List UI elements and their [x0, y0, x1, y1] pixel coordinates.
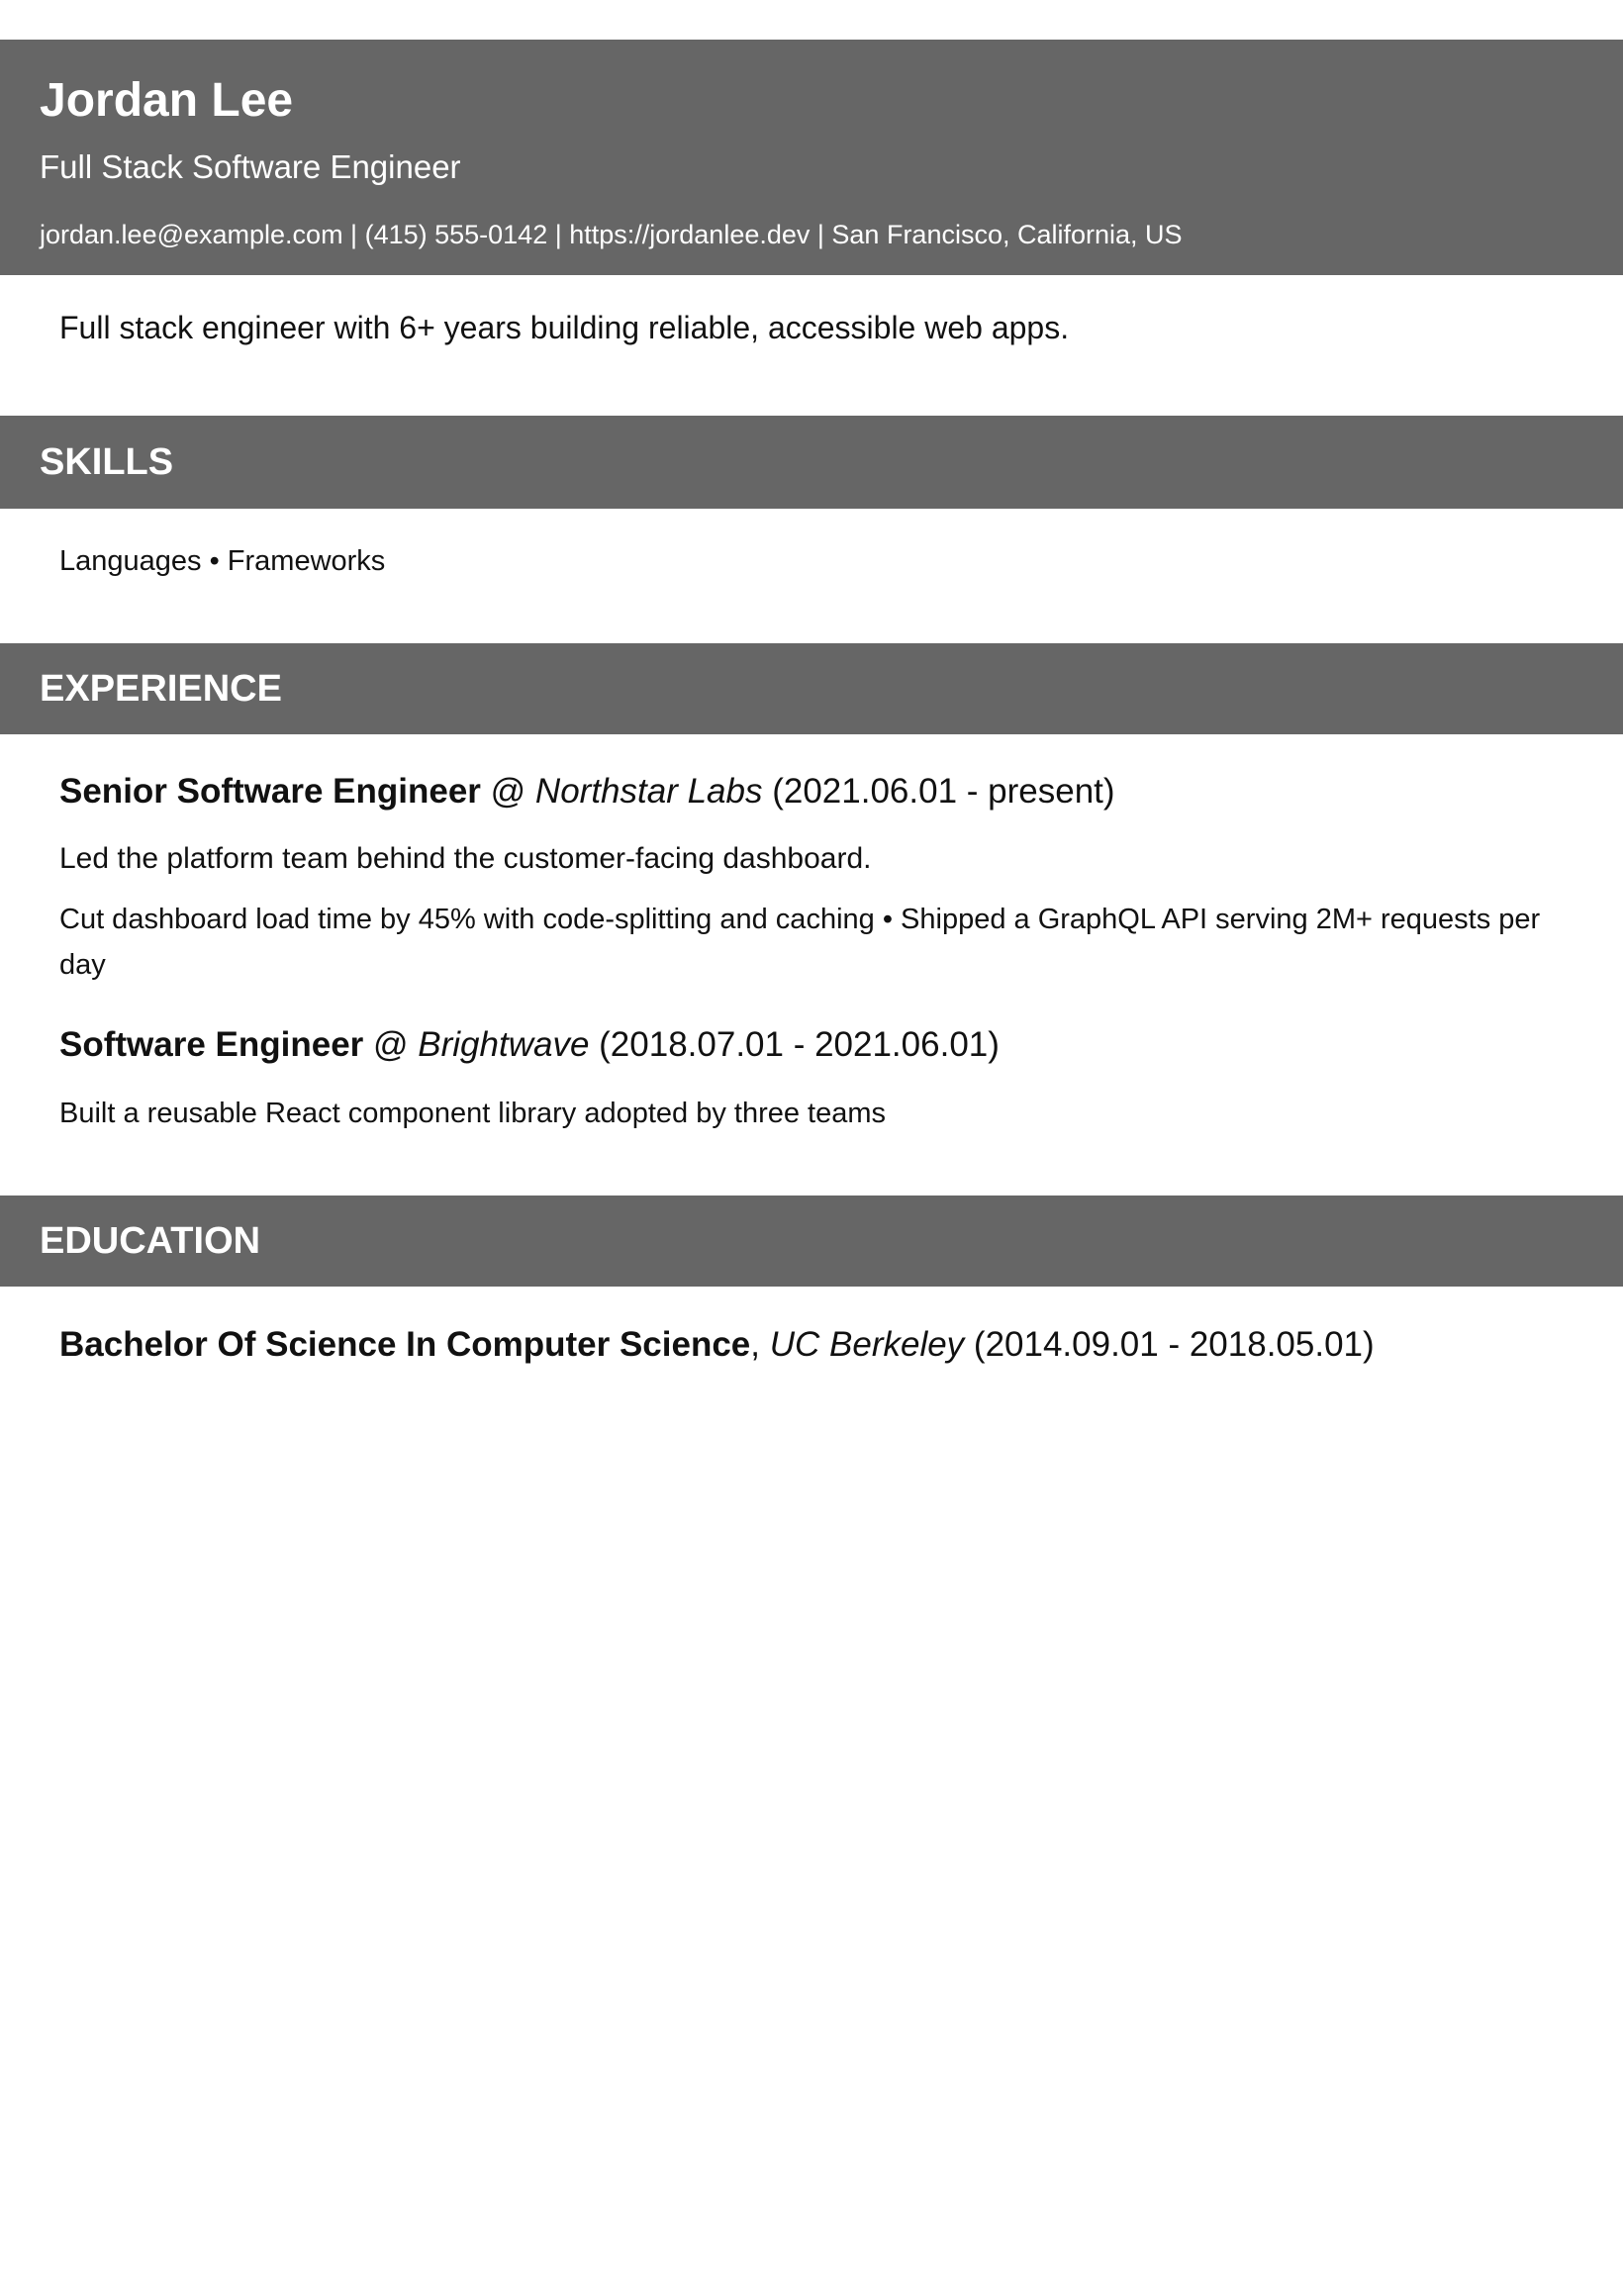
job-role: Software Engineer: [59, 1025, 364, 1064]
job-description: Led the platform team behind the customer-facing dashboard.: [59, 842, 872, 875]
job-at-separator: @: [363, 1025, 419, 1064]
education-dates: (2014.09.01 - 2018.05.01): [964, 1325, 1375, 1364]
candidate-name: Jordan Lee: [40, 74, 294, 127]
job-company: Brightwave: [418, 1025, 590, 1064]
education-degree: Bachelor Of Science In Computer Science: [59, 1325, 751, 1364]
education-separator: ,: [750, 1325, 770, 1364]
resume-header: [0, 40, 1623, 275]
job-company: Northstar Labs: [534, 772, 763, 811]
section-header-education: EDUCATION: [0, 1196, 1623, 1287]
job-heading: [59, 770, 1115, 813]
section-header-experience: EXPERIENCE: [0, 643, 1623, 734]
contact-line: jordan.lee@example.com | (415) 555-0142 | https://jordanlee.dev | San Francisco, California, US: [40, 220, 1183, 249]
candidate-title: Full Stack Software Engineer: [40, 148, 461, 185]
job-heading: [59, 1023, 1000, 1067]
summary-text: Full stack engineer with 6+ years building reliable, accessible web apps.: [59, 310, 1070, 345]
skills-list: Languages • Frameworks: [59, 545, 386, 577]
education-school: UC Berkeley: [769, 1325, 965, 1364]
job-at-separator: @: [480, 772, 535, 811]
section-header-skills: SKILLS: [0, 416, 1623, 509]
job-role: Senior Software Engineer: [59, 772, 481, 811]
job-highlights: Cut dashboard load time by 45% with code-splitting and caching • Shipped a GraphQL API serving 2M+ requests per day: [59, 904, 1541, 981]
job-highlights: Built a reusable React component library adopted by three teams: [59, 1098, 887, 1129]
education-entry: [59, 1323, 1375, 1367]
job-dates: (2018.07.01 - 2021.06.01): [589, 1025, 1000, 1064]
job-dates: (2021.06.01 - present): [762, 772, 1115, 811]
